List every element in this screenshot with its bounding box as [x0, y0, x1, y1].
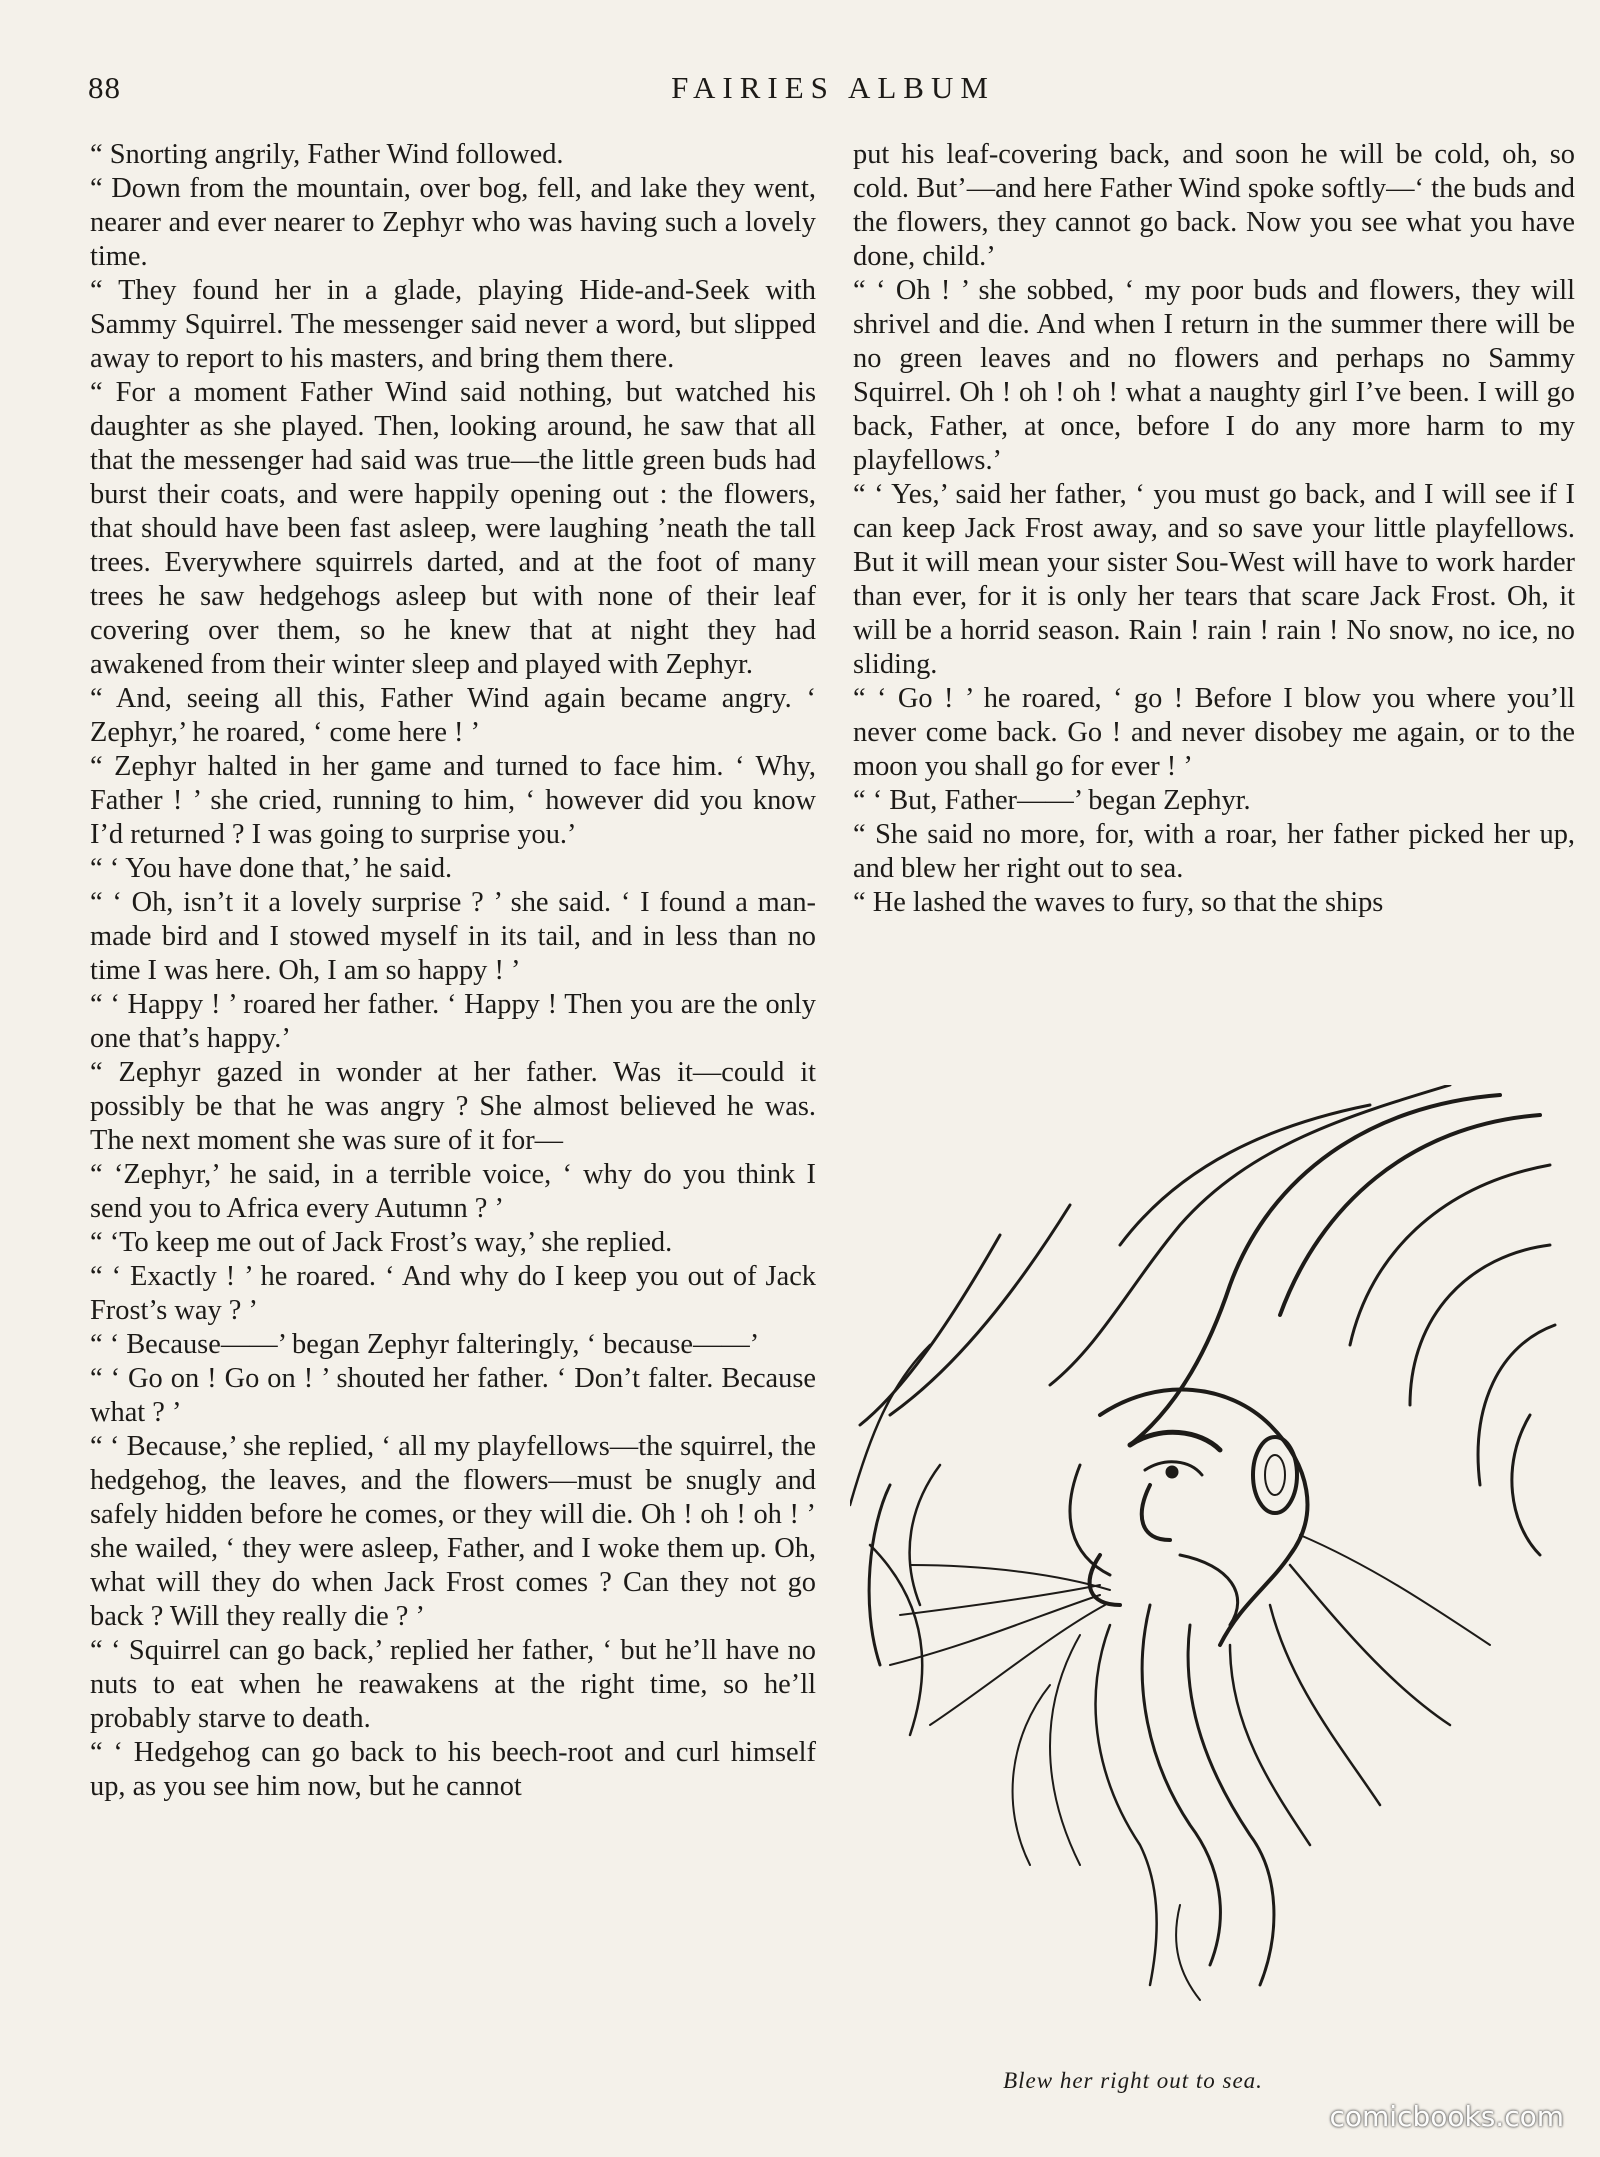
paragraph: “ ‘ Hedgehog can go back to his beech-root and curl himself up, as you see him now, but he cannot: [90, 1737, 816, 1802]
paragraph: “ He lashed the waves to fury, so that the ships: [853, 887, 1384, 918]
watermark: comicbooks.com: [1329, 2100, 1564, 2133]
paragraph: “ Down from the mountain, over bog, fell, and lake they went, nearer and ever nearer to Zephyr who was having such a lovely time.: [90, 173, 816, 272]
paragraph: “ ‘Zephyr,’ he said, in a terrible voice, ‘ why do you think I send you to Africa every Autumn ? ’: [90, 1159, 816, 1224]
paragraph: put his leaf-covering back, and soon he will be cold, oh, so cold. But’—and here Father Wind spoke softly—‘ the buds and the flowers, they cannot go back. Now you see what you have done, child.’: [853, 139, 1575, 272]
running-title: FAIRIES ALBUM: [671, 70, 995, 105]
page-header: [88, 70, 1578, 120]
left-text-column: [90, 138, 816, 1804]
paragraph: “ ‘ Exactly ! ’ he roared. ‘ And why do I keep you out of Jack Frost’s way ? ’: [90, 1261, 816, 1326]
paragraph: “ ‘ Go on ! Go on ! ’ shouted her father. ‘ Don’t falter. Because what ? ’: [90, 1363, 816, 1428]
paragraph: “ ‘ Happy ! ’ roared her father. ‘ Happy ! Then you are the only one that’s happy.’: [90, 989, 816, 1054]
paragraph: “ She said no more, for, with a roar, her father picked her up, and blew her right out to sea.: [853, 819, 1575, 884]
paragraph: “ ‘ Oh, isn’t it a lovely surprise ? ’ she said. ‘ I found a man-made bird and I stowed myself in its tail, and in less than no time I was here. Oh, I am so happy ! ’: [90, 887, 816, 986]
wind-face-illustration: [850, 1085, 1560, 2010]
paragraph: “ Zephyr halted in her game and turned to face him. ‘ Why, Father ! ’ she cried, running to him, ‘ however did you know I’d returned ? I was going to surprise you.’: [90, 751, 816, 850]
paragraph: “ Snorting angrily, Father Wind followed.: [90, 139, 564, 170]
paragraph: “ ‘ You have done that,’ he said.: [90, 853, 453, 884]
paragraph: “ They found her in a glade, playing Hide-and-Seek with Sammy Squirrel. The messenger said never a word, but slipped away to report to his masters, and bring them there.: [90, 275, 816, 374]
paragraph: “ ‘ But, Father——’ began Zephyr.: [853, 785, 1251, 816]
paragraph: “ ‘ Because,’ she replied, ‘ all my playfellows—the squirrel, the hedgehog, the leaves, and the flowers—must be snugly and safely hidden before he comes, or they will die. Oh ! oh ! oh ! ’ she wailed, ‘ they were asleep, Father, and I woke them up. Oh, what will they do when Jack Frost comes ? Can they not go back ? Will they really die ? ’: [90, 1431, 816, 1632]
paragraph: “ ‘ Because——’ began Zephyr falteringly, ‘ because——’: [90, 1329, 760, 1360]
illustration-caption: Blew her right out to sea.: [1003, 2068, 1263, 2093]
paragraph: “ Zephyr gazed in wonder at her father. Was it—could it possibly be that he was angry ? She almost believed he was. The next moment she was sure of it for—: [90, 1057, 816, 1156]
paragraph: “ For a moment Father Wind said nothing, but watched his daughter as she played. Then, looking around, he saw that all that the messenger had said was true—the little green buds had burst their coats, and were happily opening out : the flowers, that should have been fast asleep, were laughing ’neath the tall trees. Everywhere squirrels darted, and at the foot of many trees he saw hedgehogs asleep but with none of their leaf covering over them, so he knew that at night they had awakened from their winter sleep and played with Zephyr.: [90, 377, 816, 680]
paragraph: “ ‘ Squirrel can go back,’ replied her father, ‘ but he’ll have no nuts to eat when he reawakens at the right time, so he’ll probably starve to death.: [90, 1635, 816, 1734]
paragraph: “ ‘ Go ! ’ he roared, ‘ go ! Before I blow you where you’ll never come back. Go ! and never disobey me again, or to the moon you shall go for ever ! ’: [853, 683, 1575, 782]
paragraph: “ And, seeing all this, Father Wind again became angry. ‘ Zephyr,’ he roared, ‘ come here ! ’: [90, 683, 816, 748]
paragraph: “ ‘ Oh ! ’ she sobbed, ‘ my poor buds and flowers, they will shrivel and die. And when I return in the summer there will be no green leaves and no flowers and perhaps no Sammy Squirrel. Oh ! oh ! oh ! what a naughty girl I’ve been. I will go back, Father, at once, before I do any more harm to my playfellows.’: [853, 275, 1575, 476]
page-number: 88: [88, 70, 121, 105]
right-text-column: [853, 138, 1575, 920]
paragraph: “ ‘To keep me out of Jack Frost’s way,’ she replied.: [90, 1227, 673, 1258]
paragraph: “ ‘ Yes,’ said her father, ‘ you must go back, and I will see if I can keep Jack Frost away, and so save your little playfellows. But it will mean your sister Sou-West will have to work harder than ever, for it is only her tears that scare Jack Frost. Oh, it will be a horrid season. Rain ! rain ! rain ! No snow, no ice, no sliding.: [853, 479, 1575, 680]
